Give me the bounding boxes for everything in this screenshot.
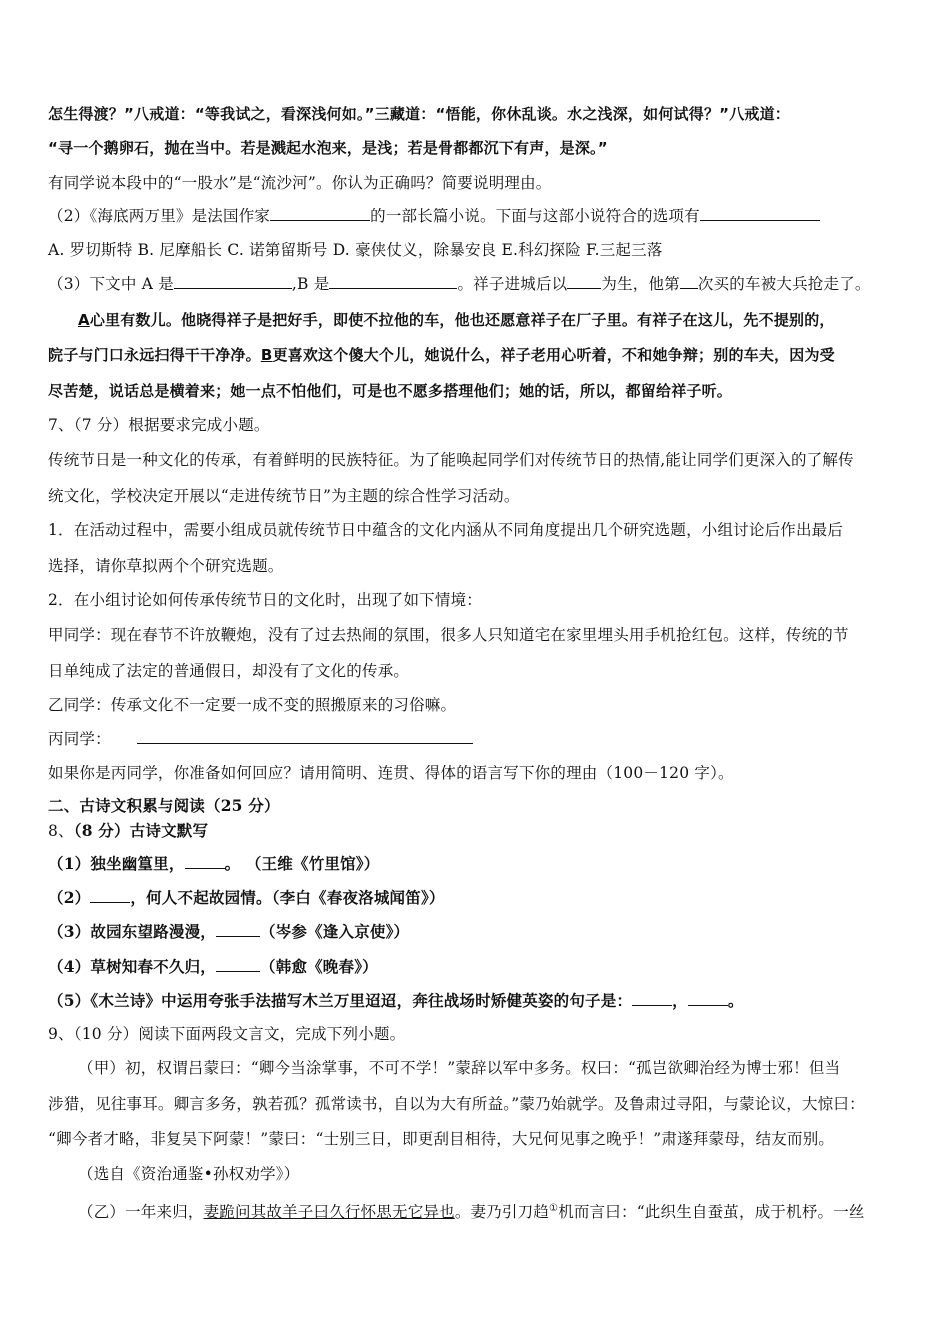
answer-blank[interactable]	[216, 957, 260, 972]
text-line: 1．在活动过程中，需要小组成员就传统节日中蕴含的文化内涵从不同角度提出几个研究选题，小组讨论后作出最后	[48, 521, 844, 539]
student-c-line	[48, 729, 908, 749]
poem-line	[48, 922, 908, 942]
text-span: （2）	[48, 888, 91, 907]
answer-blank[interactable]	[137, 729, 473, 744]
poem-line	[48, 991, 908, 1011]
text-line: 日单纯成了法定的普通假日，却没有了文化的传承。	[48, 662, 410, 680]
text-line: 有同学说本段中的“一股水”是“流沙河”。你认为正确吗？简要说明理由。	[48, 174, 552, 192]
passage-line	[48, 345, 908, 365]
passage-line: 尽苦楚，说话总是横着来；她一点不怕他们，可是也不愿多搭理他们；她的话，所以，都留给祥子听。	[48, 382, 733, 400]
options-line: A. 罗切斯特 B. 尼摩船长 C. 诺第留斯号 D. 豪侠仗义，除暴安良 E.科幻探险 F.三起三落	[48, 241, 663, 259]
question-7-heading: 7、（7 分）根据要求完成小题。	[48, 416, 270, 434]
question-8-heading	[48, 821, 908, 841]
text-span: 。	[727, 991, 744, 1010]
source-citation: （选自《资治通鉴•孙权劝学》）	[78, 1165, 300, 1183]
text-span: 院子与门口永远扫得干干净净。	[48, 346, 261, 364]
marker-a: A	[78, 311, 90, 329]
text-span: （5）《木兰诗》中运用夸张手法描写木兰万里迢迢，奔往战场时矫健英姿的句子是：	[48, 991, 633, 1010]
underlined-sentence: 妻跪问其故羊子曰久行怀思无它异也	[203, 1203, 455, 1222]
answer-blank[interactable]	[90, 888, 130, 903]
passage-line	[78, 310, 938, 330]
classical-text-line: 涉猎，见往事耳。卿言多务，孰若孤？孤常读书，自以为大有所益。”蒙乃始就学。及鲁肃过寻阳，与蒙论议，大惊曰：	[48, 1095, 865, 1113]
text-span: 的一部长篇小说。下面与这部小说符合的选项有	[370, 207, 700, 225]
answer-blank[interactable]	[632, 991, 672, 1006]
question-2-line	[48, 206, 908, 226]
text-line: 2．在小组讨论如何传承传统节日的文化时，出现了如下情境：	[48, 591, 482, 609]
text-span: 为生，他第	[601, 275, 680, 293]
text-span: （韩愈《晚春》）	[260, 957, 378, 976]
text-span: （岑参《逢入京使》）	[260, 922, 410, 941]
poem-line	[48, 854, 908, 874]
text-line: “寻一个鹅卵石，抛在当中。若是溅起水泡来，是浅；若是骨都都沉下有声，是深。”	[48, 139, 608, 157]
answer-blank[interactable]	[185, 854, 225, 869]
classical-text-line: “卿今者才略，非复吴下阿蒙！”蒙曰：“士别三日，即更刮目相待，大兄何见事之晚乎！”肃遂拜蒙母，结友而别。	[48, 1130, 835, 1148]
text-span: （乙）一年来归，	[78, 1203, 204, 1222]
text-line: 传统节日是一种文化的传承，有着鲜明的民族特征。为了能唤起同学们对传统节日的热情,能让同学们更深入的了解传	[48, 451, 854, 469]
answer-blank[interactable]	[174, 274, 292, 289]
text-span: ，	[672, 991, 688, 1010]
text-line: 乙同学：传承文化不一定要一成不变的照搬原来的习俗嘛。	[48, 696, 457, 714]
question-3-line	[48, 274, 908, 294]
text-span: 丙同学：	[48, 730, 111, 748]
text-span: 更喜欢这个傻大个儿，她说什么，祥子老用心听着，不和她争辩；别的车夫，因为受	[272, 346, 835, 364]
text-span: （1）独坐幽篁里，	[48, 854, 185, 873]
text-span: （3）下文中 A 是	[48, 275, 174, 293]
text-line: 统文化，学校决定开展以“走进传统节日”为主题的综合性学习活动。	[48, 487, 520, 505]
text-span: 。妻乃引刀趋	[454, 1203, 550, 1222]
text-line: 选择，请你草拟两个个研究选题。	[48, 557, 284, 575]
text-span: （8 分）古诗文默写	[73, 821, 209, 840]
answer-blank[interactable]	[329, 274, 457, 289]
answer-blank[interactable]	[567, 274, 601, 289]
text-line: 如果你是丙同学，你准备如何回应？请用简明、连贯、得体的语言写下你的理由（100－120 字）。	[48, 764, 734, 782]
text-span: （4）草树知春不久归，	[48, 957, 216, 976]
text-span: 次买的车被大兵抢走了。	[697, 275, 871, 293]
text-line: 甲同学：现在春节不许放鞭炮，没有了过去热闹的氛围，很多人只知道宅在家里埋头用手机抢红包。这样，传统的节	[48, 626, 849, 644]
classical-text-line: （甲）初，权谓吕蒙曰：“卿今当涂掌事，不可不学！”蒙辞以军中多务。权曰：“孤岂欲卿治经为博士邪！但当	[78, 1059, 841, 1077]
answer-blank[interactable]	[216, 922, 260, 937]
marker-b: B	[260, 346, 273, 364]
poem-line	[48, 957, 908, 977]
text-span: 机而言曰：“此织生自蚕茧，成于机杼。一丝	[558, 1203, 865, 1222]
text-span: 8、	[48, 822, 74, 840]
text-line: 怎生得渡？”八戒道：“等我试之，看深浅何如。”三藏道：“悟能，你休乱谈。水之浅深，如何试得？”八戒道：	[48, 105, 790, 123]
text-span: 。祥子进城后以	[457, 275, 568, 293]
answer-blank[interactable]	[680, 274, 698, 289]
classical-text-line	[78, 1199, 938, 1222]
text-span: ,B 是	[291, 275, 330, 293]
footnote-marker: ①	[549, 1203, 559, 1214]
text-span: 心里有数儿。他晓得祥子是把好手，即使不拉他的车，他也还愿意祥子在厂子里。有祥子在这儿，先不提别的，	[89, 311, 835, 329]
question-9-heading: 9、（10 分）阅读下面两段文言文，完成下列小题。	[48, 1025, 406, 1043]
text-span: 。 （王维《竹里馆》）	[224, 854, 380, 873]
answer-blank[interactable]	[700, 206, 820, 221]
text-span: （2）《海底两万里》是法国作家	[48, 207, 271, 225]
poem-line	[48, 888, 908, 908]
answer-blank[interactable]	[270, 206, 370, 221]
text-span: ，何人不起故园情。（李白《春夜洛城闻笛》）	[130, 888, 445, 907]
text-span: （3）故园东望路漫漫，	[48, 922, 216, 941]
section-2-heading: 二、古诗文积累与阅读（25 分）	[48, 796, 280, 815]
answer-blank[interactable]	[688, 991, 728, 1006]
